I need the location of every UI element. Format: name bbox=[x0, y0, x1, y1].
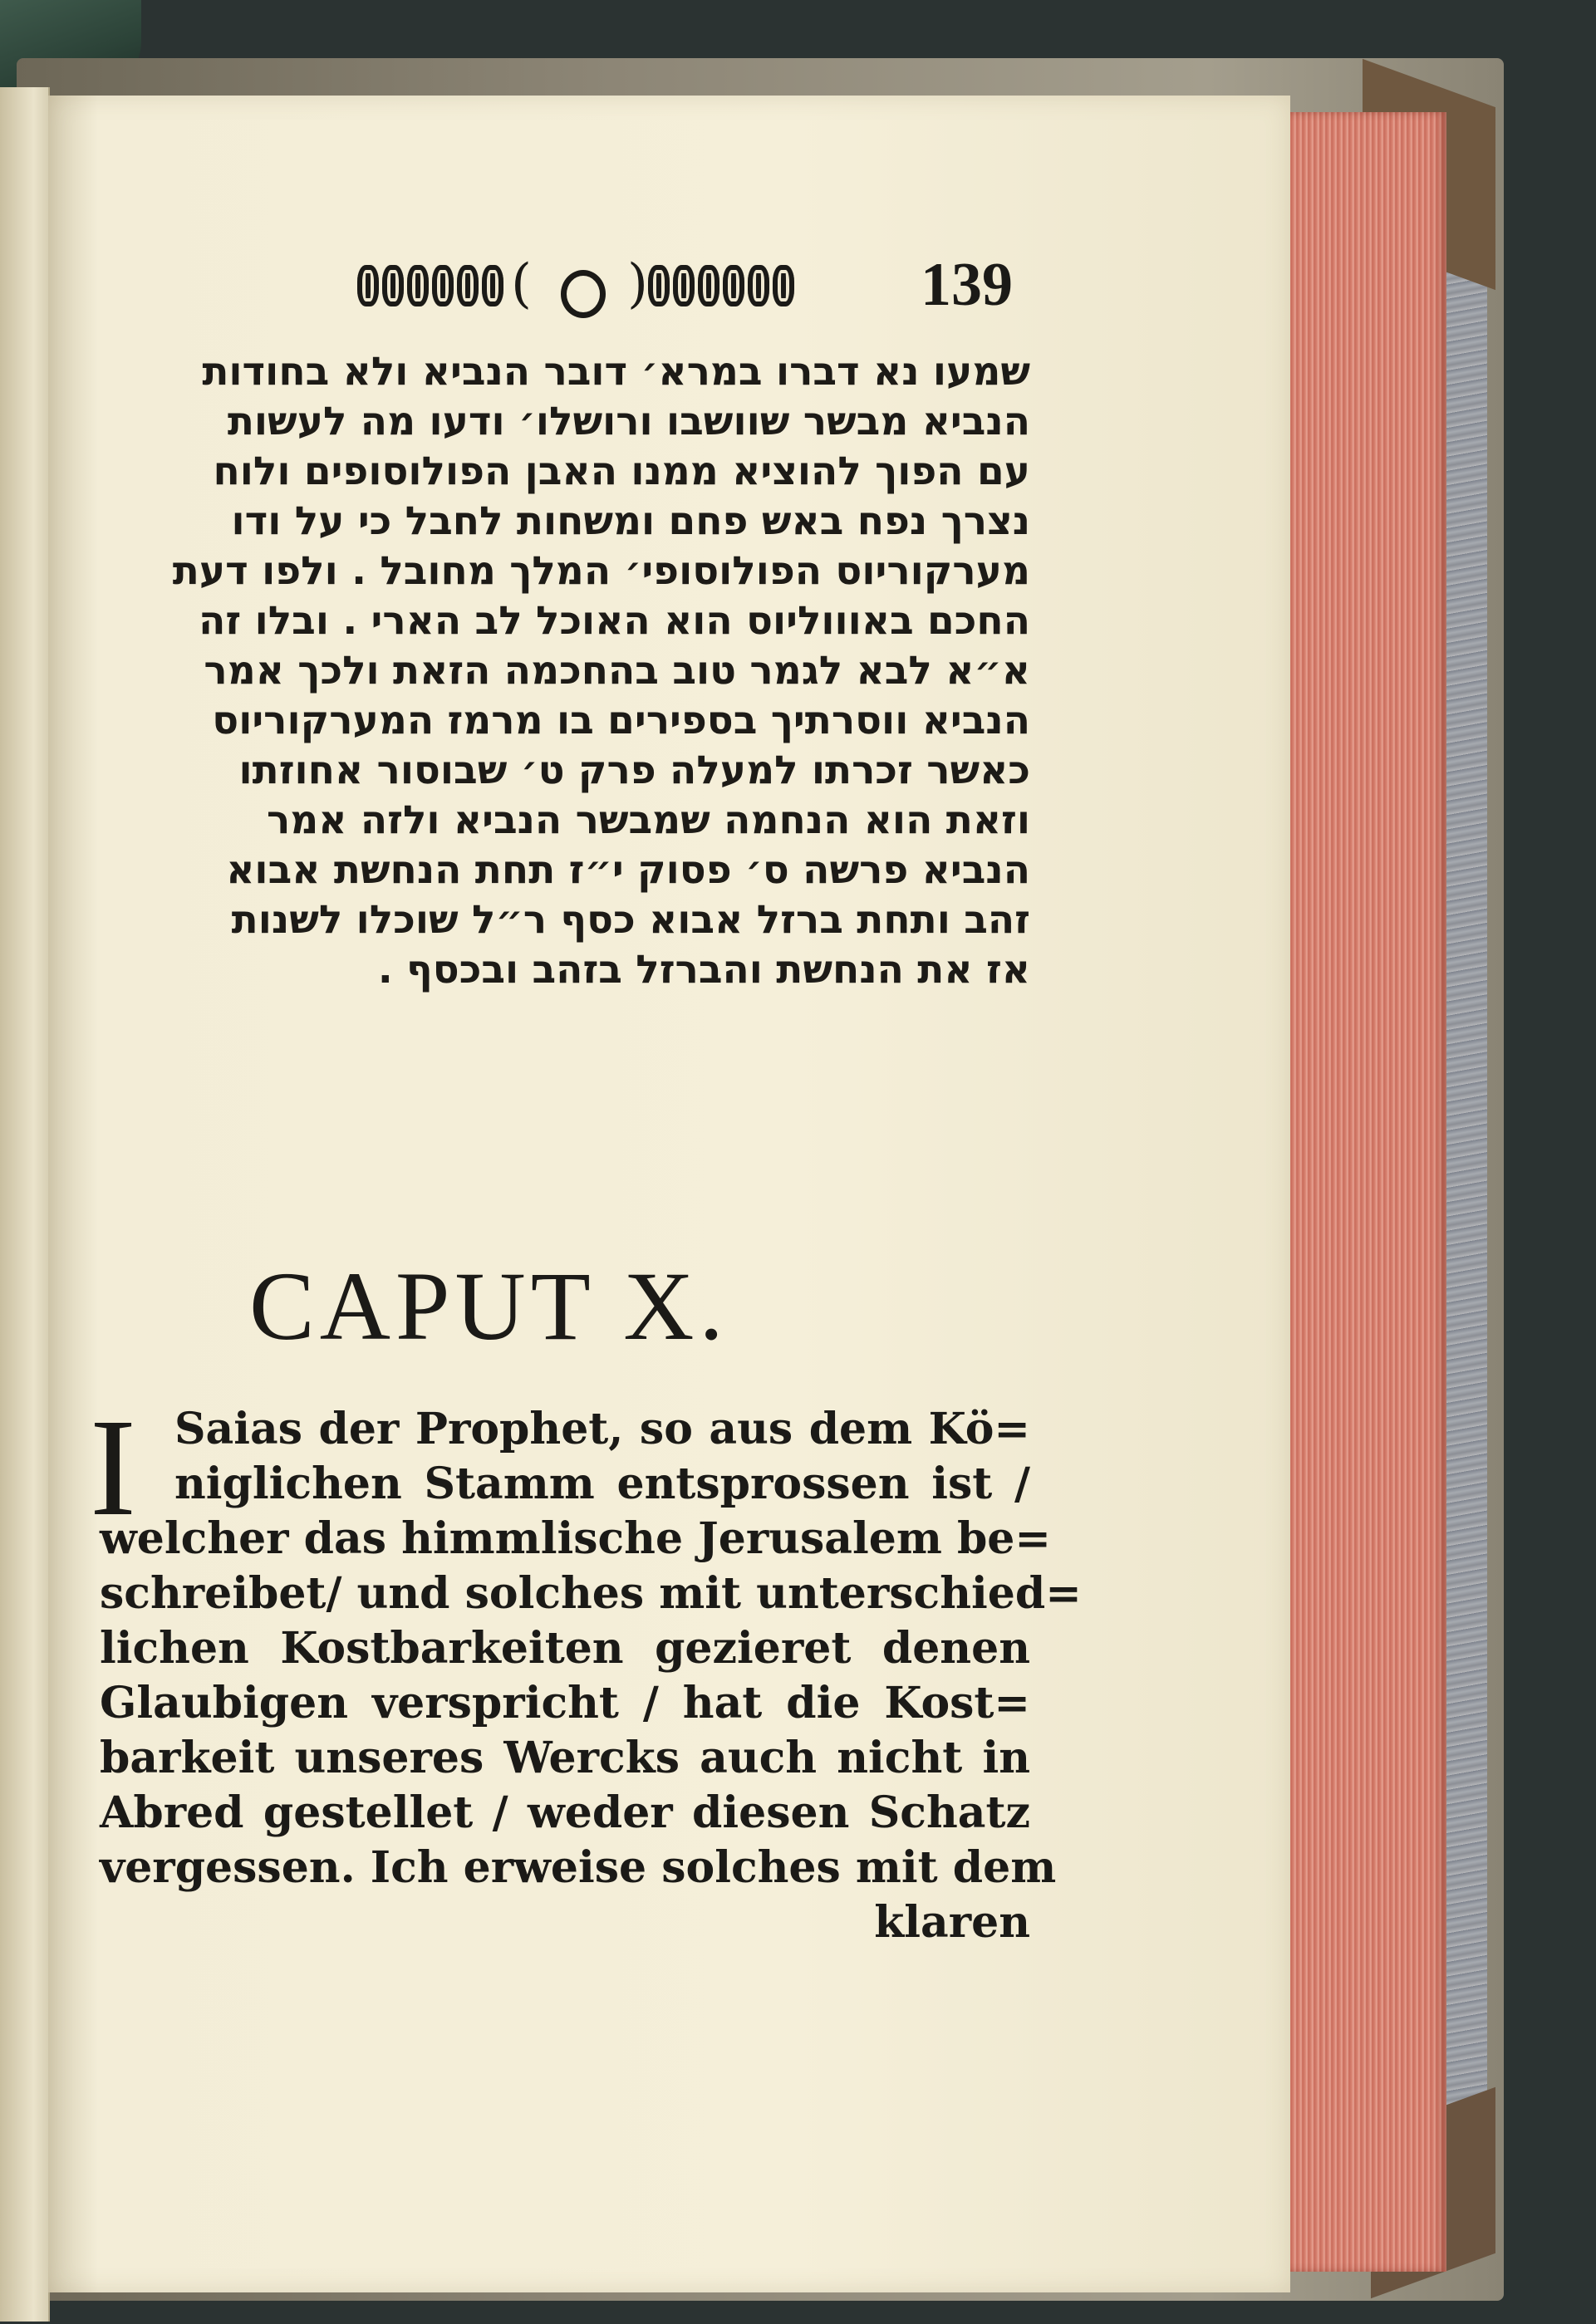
german-line: Saias der Prophet, so aus dem Kö= bbox=[174, 1404, 1030, 1454]
header-paren-right: ) bbox=[627, 253, 648, 315]
hebrew-line: החכם באוווליוס הוא האוכל לב הארי . ובלו זה bbox=[199, 598, 1030, 644]
hebrew-line: א״א לבא לגמר טוב בהחכמה הזאת ולכך אמר bbox=[204, 648, 1030, 694]
hebrew-text-block bbox=[100, 347, 1030, 995]
german-line: welcher das himmlische Jerusalem be= bbox=[100, 1513, 1051, 1564]
hebrew-line: כאשר זכרתו למעלה פרק ט׳ שבוסור אחוזתו bbox=[238, 748, 1030, 793]
hebrew-line: וזאת הוא הנחמה שמבשר הנביא ולזה אמר bbox=[266, 797, 1030, 843]
german-text-block bbox=[100, 1402, 1082, 1950]
header-paren-left: ( bbox=[511, 253, 532, 315]
page-number: 139 bbox=[921, 251, 1013, 319]
chapter-title: CAPUT X. bbox=[249, 1252, 729, 1361]
german-line: barkeit unseres Wercks auch nicht in bbox=[100, 1733, 1030, 1783]
hebrew-line: הנביא ווסרתיך בספירים בו מרמז המערקוריוס bbox=[212, 698, 1030, 743]
hebrew-line: זהב ותחת ברזל אבוא כסף ר״ל שוכלו לשנות bbox=[231, 897, 1030, 943]
ornament-left-icon bbox=[357, 262, 503, 310]
ornament-circle-icon bbox=[561, 270, 606, 318]
red-page-edges bbox=[1263, 112, 1446, 2272]
ornament-right-icon bbox=[648, 262, 794, 310]
hebrew-line: הנביא מבשר שוושבו ורושלו׳ ודעו מה לעשות bbox=[227, 399, 1030, 444]
hebrew-line: עם הפוך להוציא ממנו האבן הפולוסופים ולוח bbox=[213, 449, 1030, 494]
german-line: schreibet/ und solches mit unterschied= bbox=[100, 1568, 1082, 1619]
hebrew-line: נצרך נפח באש פחם ומשחות לחבל כי על ודו bbox=[231, 498, 1030, 544]
hebrew-line: שמעו נא דברו במרא׳ דובר הנביא ולא בחודות bbox=[202, 349, 1030, 395]
german-line: Glaubigen verspricht / hat die Kost= bbox=[100, 1678, 1030, 1728]
facing-page-edge bbox=[0, 87, 50, 2322]
german-line: niglichen Stamm entsprossen ist / bbox=[174, 1459, 1030, 1509]
page-header bbox=[50, 245, 1030, 328]
hebrew-line: מערקוריוס הפולוסופי׳ המלך מחובל . ולפו דעת bbox=[172, 548, 1030, 594]
hebrew-line: הנביא פרשה ס׳ פסוק י״ז תחת הנחשת אבוא bbox=[226, 847, 1030, 893]
german-line: klaren bbox=[874, 1897, 1030, 1948]
german-line: lichen Kostbarkeiten gezieret denen bbox=[100, 1623, 1030, 1674]
german-line: Abred gestellet / weder diesen Schatz bbox=[100, 1787, 1030, 1838]
hebrew-line: אז את הנחשת והברזל בזהב ובכסף . bbox=[377, 947, 1030, 993]
german-line: vergessen. Ich erweise solches mit dem bbox=[100, 1842, 1057, 1893]
drop-cap: I bbox=[90, 1390, 136, 1545]
